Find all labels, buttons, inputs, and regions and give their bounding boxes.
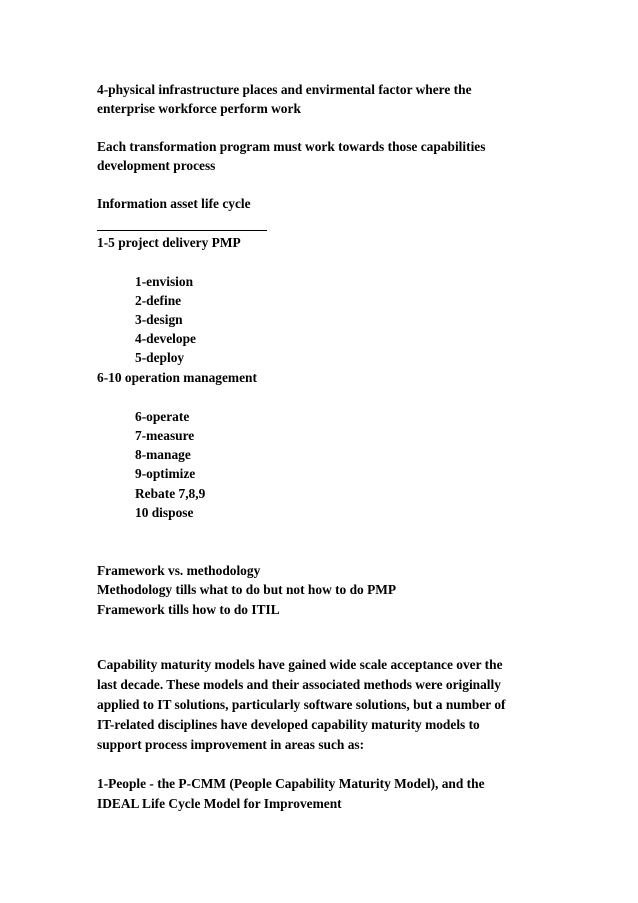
cmm-paragraph-line: IT-related disciplines have developed capability maturity models to	[97, 717, 480, 732]
operation-step: 8-manage	[135, 447, 191, 462]
lifecycle-underline	[97, 230, 267, 231]
lifecycle-heading: Information asset life cycle	[97, 196, 251, 211]
project-delivery-group: 1-5 project delivery PMP	[97, 235, 241, 250]
infrastructure-line-1: 4-physical infrastructure places and envirmental factor where the	[97, 82, 472, 97]
cmm-paragraph-line: Capability maturity models have gained wide scale acceptance over the	[97, 657, 503, 672]
project-step: 3-design	[135, 312, 183, 327]
operation-step: 10 dispose	[135, 505, 194, 520]
framework-heading: Framework vs. methodology	[97, 563, 261, 578]
people-item-line-1: 1-People - the P-CMM (People Capability Maturity Model), and the	[97, 776, 485, 791]
framework-line: Framework tills how to do ITIL	[97, 602, 280, 617]
cmm-paragraph-line: support process improvement in areas such as:	[97, 737, 365, 752]
infrastructure-line-2: enterprise workforce perform work	[97, 101, 301, 116]
transformation-line-1: Each transformation program must work towards those capabilities	[97, 139, 486, 154]
project-step: 1-envision	[135, 274, 194, 289]
operation-step: 7-measure	[135, 428, 195, 443]
transformation-line-2: development process	[97, 158, 216, 173]
operation-step: Rebate 7,8,9	[135, 486, 206, 501]
project-step: 2-define	[135, 293, 182, 308]
methodology-line: Methodology tills what to do but not how to do PMP	[97, 582, 397, 597]
people-item-line-2: IDEAL Life Cycle Model for Improvement	[97, 796, 342, 811]
project-step: 4-develope	[135, 331, 196, 346]
cmm-paragraph-line: last decade. These models and their associated methods were originally	[97, 677, 501, 692]
operation-management-group: 6-10 operation management	[97, 370, 257, 385]
operation-step: 9-optimize	[135, 466, 196, 481]
project-step: 5-deploy	[135, 350, 185, 365]
cmm-paragraph-line: applied to IT solutions, particularly software solutions, but a number of	[97, 697, 506, 712]
operation-step: 6-operate	[135, 409, 190, 424]
